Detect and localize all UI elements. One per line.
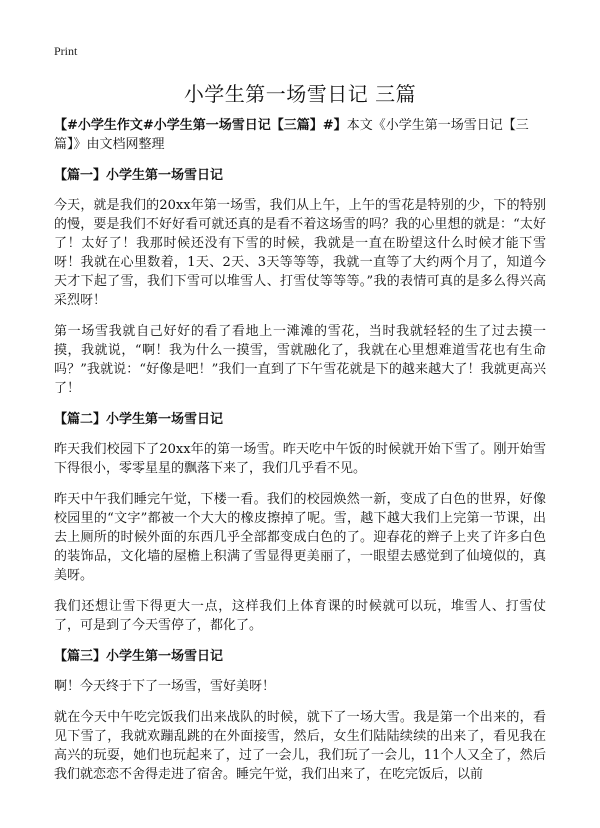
page-title: 小学生第一场雪日记 三篇 <box>183 82 417 106</box>
section-heading: 【篇三】小学生第一场雪日记 <box>54 649 224 664</box>
section-heading: 【篇一】小学生第一场雪日记 <box>54 168 224 183</box>
section-3 <box>54 647 546 784</box>
paragraph: 昨天中午我们睡完午觉，下楼一看。我们的校园焕然一新，变成了白色的世界，好像校园里的“文字”都被一个大大的橡皮擦掉了呢。雪，越下越大我们上完第一节课，出去上厕所的时候外面的东西几乎全部都变成白色的了。迎春花的辫子上夹了许多白色的装饰品，文化墙的屋檐上积满了雪显得更美丽了，一眼望去感觉到了仙境似的，真美呀。 <box>54 492 546 583</box>
document-body <box>54 116 546 796</box>
paragraph: 就在今天中午吃完饭我们出来战队的时候，就下了一场大雪。我是第一个出来的，看见下雪了，我就欢蹦乱跳的在外面接雪，然后，女生们陆陆续续的出来了，看见我在高兴的玩耍，她们也玩起来了，过了一会儿，我们玩了一会儿，11个人又全了，然后我们就恋恋不舍得走进了宿舍。睡完午觉，我们出来了，在吃完饭后，以前 <box>54 710 546 782</box>
paragraph: 今天，就是我们的20xx年第一场雪，我们从上午，上午的雪花是特别的少，下的特别的慢，要是我们不好好看可就还真的是看不着这场雪的吗？我的心里想的就是：“太好了！太好了！我那时候还没有下雪的时候，我就是一直在盼望这什么时候才能下雪呀！我就在心里数着，1天、2天、3天等等等，我就一直等了大约两个月了，知道今天才下起了雪，我们下雪可以堆雪人、打雪仗等等等。”我的表情可真的是多么得兴高采烈呀！ <box>54 198 546 308</box>
paragraph: 我们还想让雪下得更大一点，这样我们上体育课的时候就可以玩，堆雪人、打雪仗了，可是到了今天雪停了，都化了。 <box>54 599 546 633</box>
section-heading: 【篇二】小学生第一场雪日记 <box>54 412 224 427</box>
paragraph: 第一场雪我就自己好好的看了看地上一滩滩的雪花，当时我就轻轻的生了过去摸一摸，我就说，“啊！我为什么一摸雪，雪就融化了，我就在心里想难道雪花也有生命吗？”我就说：“好像是吧！”我们一直到了下午雪花就是下的越来越大了！我就更高兴了！ <box>54 324 546 396</box>
intro-text: 本文《小学生第一场雪日记【三篇】》由文档网整理 <box>54 118 529 152</box>
print-label: Print <box>54 44 78 58</box>
intro-tags: 【#小学生作文#小学生第一场雪日记【三篇】#】 <box>54 118 347 133</box>
section-2 <box>54 410 546 635</box>
paragraph: 昨天我们校园下了20xx年的第一场雪。昨天吃中午饭的时候就开始下雪了。刚开始雪下得很小，零零星星的飘落下来了，我们几乎看不见。 <box>54 442 546 476</box>
intro-paragraph <box>54 116 546 154</box>
paragraph: 啊！今天终于下了一场雪，雪好美呀！ <box>54 679 276 694</box>
section-1 <box>54 166 546 398</box>
